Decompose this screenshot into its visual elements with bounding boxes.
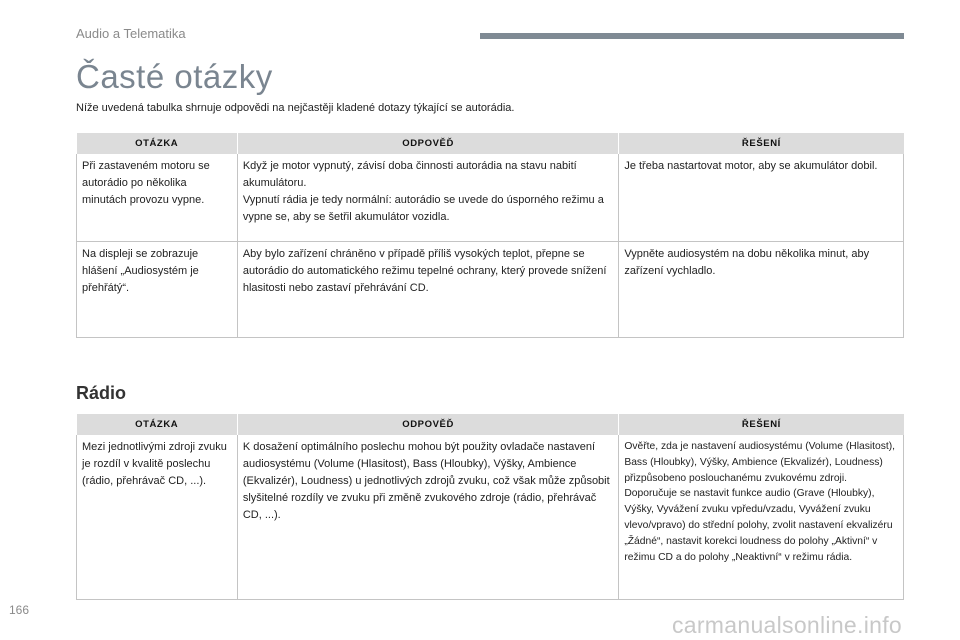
solution-cell: Vypněte audiosystém na dobu několika minut, aby zařízení vychladlo. xyxy=(619,241,904,337)
solution-cell: Ověřte, zda je nastavení audiosystému (Volume (Hlasitost), Bass (Hloubky), Výšky, Ambience (Ekvalizér), Loudness) přizpůsobeno poslouchanému zvukovému zdroji. Doporučuje se nastavit funkce audio (Grave (Hloubky), Výšky, Vyvážení zvuku vpředu/vzadu, Vyvážení zvuku vlevo/vpravo) do střední polohy, zvolit nastavení ekvalizéru „Žádné“, nastavit korekci loudness do polohy „Aktivní“ v režimu CD a do polohy „Neaktivní“ v režimu rádia. xyxy=(619,435,904,599)
column-header-question: OTÁZKA xyxy=(77,133,238,154)
column-header-answer: ODPOVĚĎ xyxy=(237,133,618,154)
table-row xyxy=(77,435,904,599)
answer-text: Když je motor vypnutý, závisí doba činnosti autorádia na stavu nabití akumulátoru. Vypnutí rádia je tedy normální: autorádio se uvede do úsporného režimu a vypne se, aby se šetřil akumulátor vozidla. xyxy=(242,160,604,223)
question-cell: Při zastaveném motoru se autorádio po několika minutách provozu vypne. xyxy=(77,154,238,241)
table-row xyxy=(77,154,904,241)
table-row xyxy=(77,241,904,337)
column-header-solution: ŘEŠENÍ xyxy=(619,133,904,154)
header-bar xyxy=(480,33,904,39)
answer-cell xyxy=(237,154,618,241)
intro-text: Níže uvedená tabulka shrnuje odpovědi na nejčastěji kladené dotazy týkající se autorádia. xyxy=(76,102,515,114)
solution-cell: Je třeba nastartovat motor, aby se akumulátor dobil. xyxy=(619,154,904,241)
question-cell: Mezi jednotlivými zdroji zvuku je rozdíl v kvalitě poslechu (rádio, přehrávač CD, ...). xyxy=(77,435,238,599)
table-header-row xyxy=(77,133,904,154)
section-title-radio: Rádio xyxy=(76,383,127,403)
answer-cell: K dosažení optimálního poslechu mohou být použity ovladače nastavení audiosystému (Volume (Hlasitost), Bass (Hloubky), Výšky, Ambience (Ekvalizér), Loudness) u jednotlivých zdrojů zvuku, což však může způsobit slyšitelné rozdíly ve zvuku při změně zvukového zdroje (rádio, přehrávač CD, ...). xyxy=(237,435,618,599)
watermark: carmanualsonline.info xyxy=(671,612,902,638)
column-header-answer: ODPOVĚĎ xyxy=(237,414,618,435)
page-number: 166 xyxy=(9,603,30,617)
table-header-row xyxy=(77,414,904,435)
faq-table-radio xyxy=(76,414,904,600)
answer-cell: Aby bylo zařízení chráněno v případě příliš vysokých teplot, přepne se autorádio do automatického režimu tepelné ochrany, který provede snížení hlasitosti nebo zastaví přehrávání CD. xyxy=(237,241,618,337)
column-header-question: OTÁZKA xyxy=(77,414,238,435)
page-title: Časté otázky xyxy=(76,58,273,95)
column-header-solution: ŘEŠENÍ xyxy=(619,414,904,435)
question-cell: Na displeji se zobrazuje hlášení „Audiosystém je přehřátý“. xyxy=(77,241,238,337)
faq-table-general xyxy=(76,133,904,338)
running-header: Audio a Telematika xyxy=(76,26,186,41)
